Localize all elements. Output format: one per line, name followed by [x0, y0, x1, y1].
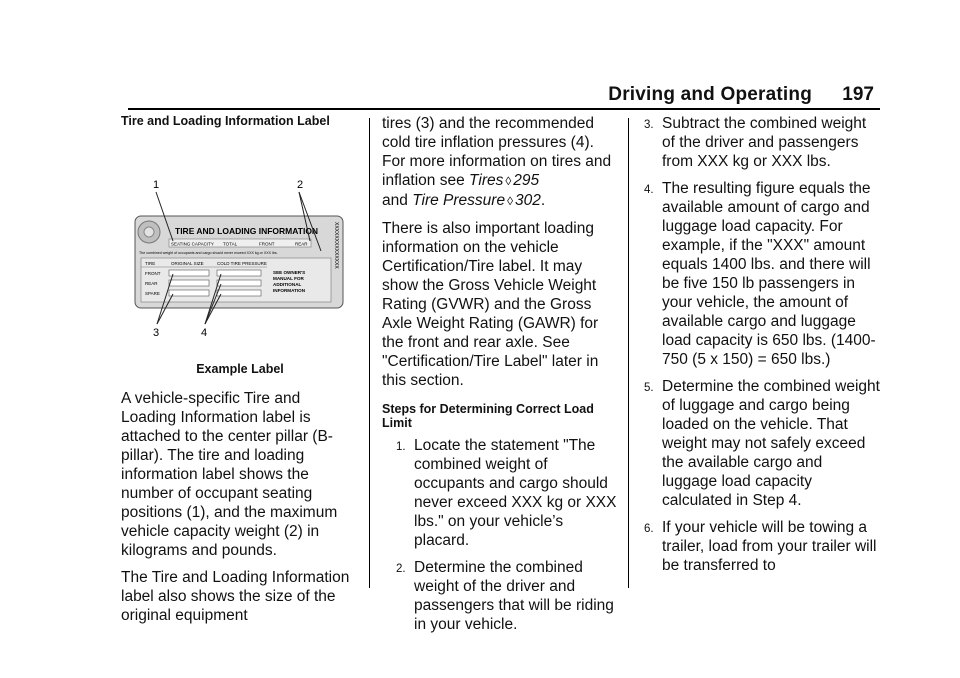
- see-owners-line-2: MANUAL FOR: [273, 276, 304, 281]
- list-item: [382, 436, 618, 550]
- callout-4: 4: [201, 327, 208, 339]
- link-tire-pressure-page[interactable]: 302: [515, 192, 541, 209]
- list-item: [640, 377, 880, 510]
- row-rear-text: REAR: [145, 281, 158, 286]
- list-item: [382, 558, 618, 634]
- step-text: Determine the combined weight of the driver and passengers that will be riding in your vehicle.: [414, 559, 614, 633]
- step-number: 4.: [644, 184, 654, 196]
- step-number: 2.: [396, 563, 406, 575]
- paragraph-label-size: The Tire and Loading Information label also shows the size of the original equipment: [121, 569, 350, 624]
- tires-inflation-text: tires (3) and the recommended cold tire inflation pressures (4). For more information on tires and inflation see: [382, 115, 612, 189]
- step-text: Determine the combined weight of luggage and cargo being loaded on the vehicle. That weight may not safely exceed the available cargo and luggage load capacity calculated in Step 4.: [662, 378, 880, 509]
- col-tire-text: TIRE: [145, 261, 156, 266]
- page-header: [600, 84, 878, 110]
- paragraph-label-location: A vehicle-specific Tire and Loading Information label is attached to the center pillar (B-pillar). The tire and loading information label shows the number of occupant seating positions (1), and the maximum vehicle capacity weight (2) in kilograms and pounds.: [121, 390, 338, 559]
- column-1: [121, 114, 359, 633]
- combined-weight-line: The combined weight of occupants and cargo should never exceed XXX kg or XXX lbs.: [139, 251, 278, 255]
- page-ref-icon: ◊: [505, 174, 512, 188]
- period-text: .: [540, 192, 546, 209]
- figure-caption: Example Label: [196, 362, 284, 376]
- col-pressure-text: COLD TIRE PRESSURE: [217, 261, 267, 266]
- label-title: TIRE AND LOADING INFORMATION: [175, 226, 319, 236]
- side-code: XXXXXXXXXXXXXX: [333, 222, 339, 269]
- subhead-tire-loading: Tire and Loading Information Label: [121, 114, 330, 128]
- column-divider-2: [628, 118, 629, 588]
- steps-list-1: [382, 436, 618, 634]
- step-text: The resulting figure equals the available amount of cargo and luggage load capacity. For example, if the "XXX" amount equals 1400 lbs. and there will be five 150 lb passengers in your vehicle, the amount of available cargo and luggage load capacity is 650 lbs. (1400-750 (5 x 150) = 650 lbs.): [662, 180, 876, 368]
- header-rule: [128, 108, 880, 110]
- subhead-steps: Steps for Determining Correct Load Limit: [382, 402, 594, 430]
- list-item: [640, 518, 880, 575]
- see-owners-line-1: SEE OWNER'S: [273, 270, 306, 275]
- column-3: [640, 114, 880, 583]
- callout-2: 2: [297, 179, 304, 191]
- label-illustration: [121, 134, 359, 356]
- list-item: [640, 179, 880, 369]
- link-tires-page[interactable]: 295: [513, 172, 540, 189]
- step-text: Locate the statement "The combined weight of occupants and cargo should never exceed XXX kg or XXX lbs." on your vehicle’s placard.: [414, 437, 617, 549]
- row-front-text: FRONT: [145, 271, 161, 276]
- example-label-figure: [121, 134, 359, 356]
- callout-1: 1: [153, 179, 160, 191]
- column-2: [382, 114, 618, 642]
- see-owners-line-3: ADDITIONAL: [273, 282, 302, 287]
- page-ref-icon-2: ◊: [507, 194, 514, 208]
- step-number: 3.: [644, 119, 654, 131]
- step-text: If your vehicle will be towing a trailer, load from your trailer will be transferred to: [662, 519, 877, 574]
- see-owners-line-4: INFORMATION: [273, 288, 306, 293]
- paragraph-certification: There is also important loading information on the vehicle Certification/Tire label. It may show the Gross Vehicle Weight Rating (GVWR) and the Gross Axle Weight Rating (GAWR) for the front and rear axle. See "Certification/Tire Label" later in this section.: [382, 220, 599, 389]
- total-text: TOTAL: [223, 241, 238, 247]
- tire-emblem-hub-icon: [144, 227, 154, 237]
- step-number: 1.: [396, 441, 406, 453]
- callout-3: 3: [153, 327, 160, 339]
- link-tire-pressure[interactable]: Tire Pressure: [412, 192, 506, 209]
- front-text: FRONT: [259, 241, 275, 247]
- list-item: [640, 114, 880, 171]
- col-size-text: ORIGINAL SIZE: [171, 261, 204, 266]
- section-title: Driving and Operating: [608, 84, 812, 105]
- link-tires[interactable]: Tires: [469, 172, 504, 189]
- and-text: and: [382, 192, 408, 209]
- page-number: 197: [842, 84, 874, 105]
- rear-header-text: REAR: [295, 241, 308, 247]
- column-divider-1: [369, 118, 370, 588]
- step-text: Subtract the combined weight of the driver and passengers from XXX kg or XXX lbs.: [662, 115, 867, 170]
- step-number: 6.: [644, 523, 654, 535]
- seating-capacity-text: SEATING CAPACITY: [171, 241, 214, 247]
- step-number: 5.: [644, 382, 654, 394]
- paragraph-tires-inflation: [382, 114, 618, 211]
- row-spare-text: SPARE: [145, 291, 160, 296]
- steps-list-2: [640, 114, 880, 575]
